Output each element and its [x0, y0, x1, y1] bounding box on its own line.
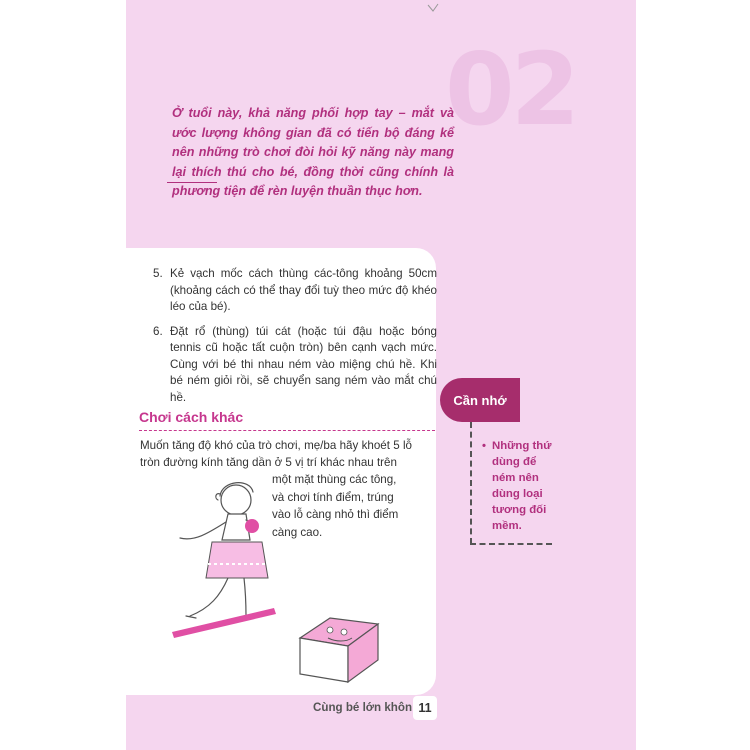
callout-divider-horizontal — [470, 543, 552, 545]
step-number: 5. — [153, 267, 163, 280]
alternative-title: Chơi cách khác — [139, 409, 244, 425]
callout-divider-vertical — [470, 422, 472, 544]
alternative-divider — [139, 430, 435, 431]
bullet-dot-icon: • — [482, 440, 486, 452]
step-item — [153, 324, 437, 407]
intro-paragraph: Ở tuổi này, khả năng phối hợp tay – mắt và ước lượng không gian đã có tiến bộ đáng kể nên những trò chơi đòi hỏi kỹ năng này mang lại thích thú cho bé, đồng thời cũng chính là phương tiện để rèn luyện thuần thục hơn. — [172, 106, 454, 199]
footer-book-title: Cùng bé lớn khôn — [313, 701, 413, 714]
step-text: Đặt rổ (thùng) túi cát (hoặc túi đậu hoặc bóng tennis cũ hoặc tất cuộn tròn) bên cạnh vạch mức. Cùng với bé thi nhau ném vào miệng chú hề. Khi bé ném giỏi rồi, sẽ chuyển sang ném vào mắt chú hề. — [170, 324, 437, 404]
intro-underline — [167, 182, 217, 183]
step-text: Kẻ vạch mốc cách thùng các-tông khoảng 50cm (khoảng cách có thể thay đổi tuỳ theo mức độ khéo léo của bé). — [170, 267, 437, 313]
alternative-text-1: Muốn tăng độ khó của trò chơi, mẹ/ba hãy khoét 5 lỗ tròn đường kính tăng dần ở 5 vị trí khác nhau trên — [140, 439, 412, 469]
step-number: 6. — [153, 324, 163, 338]
child-throwing-illustration — [150, 470, 380, 685]
page-number: 11 — [413, 696, 437, 720]
print-registration-mark-icon — [426, 2, 440, 16]
chapter-number: 02 — [445, 31, 577, 148]
step-item — [153, 266, 437, 316]
callout-bullet-text: Những thứ dùng để ném nên dùng loại tương đối mềm. — [492, 440, 552, 532]
callout-title: Cần nhớ — [440, 378, 520, 422]
callout-bullet — [482, 438, 562, 534]
steps-list — [153, 266, 437, 414]
alternative-text-2: một mặt thùng các tông, và chơi tính điểm, trúng vào lỗ càng nhỏ thì điểm càng cao. — [272, 473, 399, 539]
